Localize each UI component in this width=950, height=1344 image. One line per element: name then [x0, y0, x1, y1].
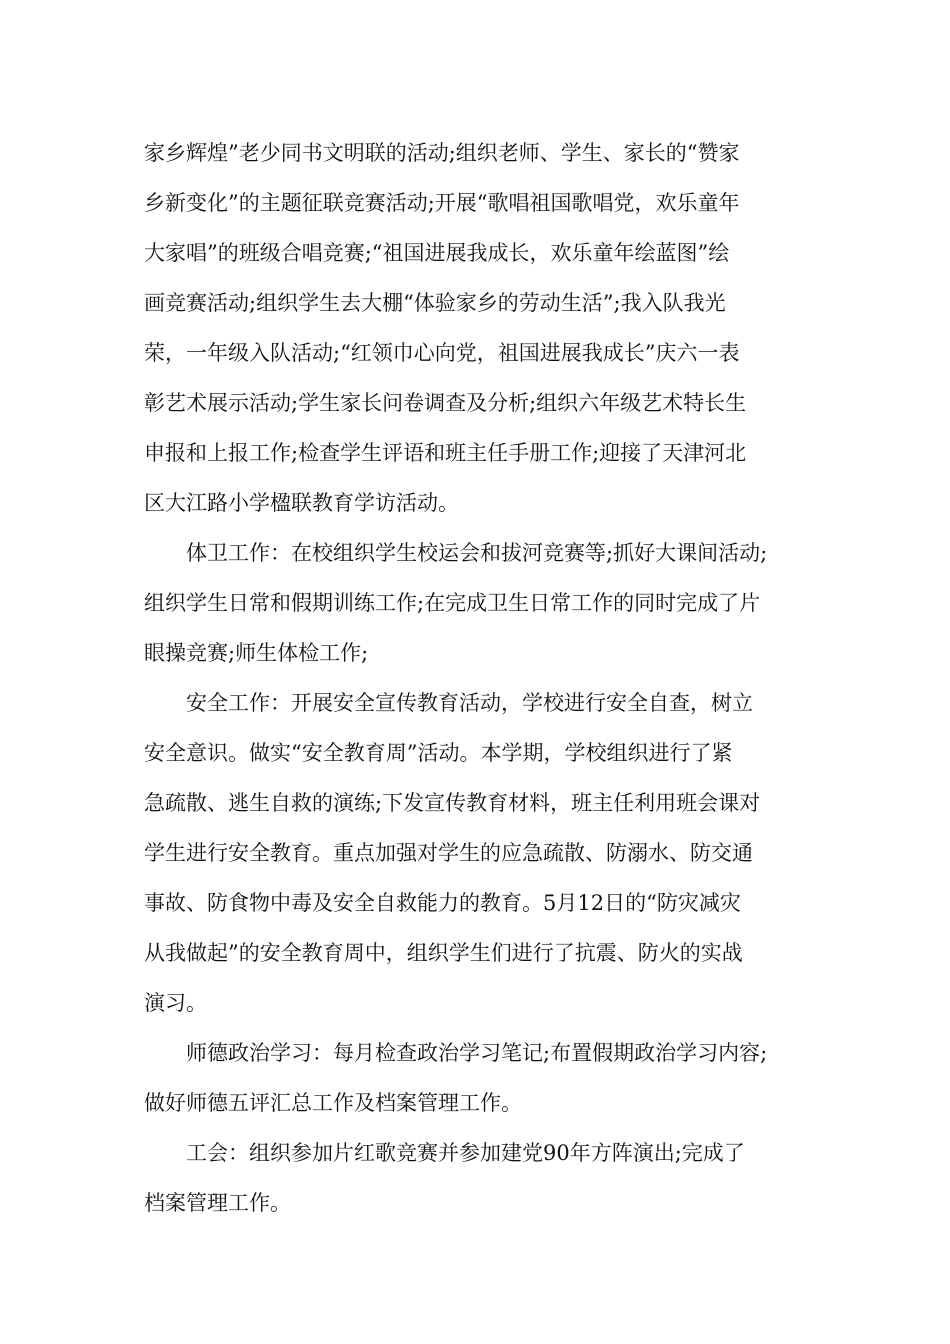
text-line: 师德政治学习：每月检查政治学习笔记;布置假期政治学习内容;: [144, 1041, 768, 1065]
text-line: 大家唱”的班级合唱竞赛;“祖国进展我成长，欢乐童年绘蓝图”绘: [144, 241, 730, 265]
text-line: 区大江路小学楹联教育学访活动。: [144, 491, 459, 515]
paragraph-safety: [144, 678, 824, 1028]
paragraph-sports-health: [144, 528, 824, 678]
paragraph-union: [144, 1128, 824, 1228]
text-line: 安全工作：开展安全宣传教育活动，学校进行安全自查，树立: [144, 691, 753, 715]
paragraph-ethics-study: [144, 1028, 824, 1128]
text-line: 从我做起”的安全教育周中，组织学生们进行了抗震、防火的实战: [144, 941, 743, 965]
text-line: 荣，一年级入队活动;“红领巾心向党，祖国进展我成长”庆六一表: [144, 341, 740, 365]
text-line: 档案管理工作。: [144, 1191, 291, 1215]
text-line: 乡新变化”的主题征联竞赛活动;开展“歌唱祖国歌唱党，欢乐童年: [144, 191, 740, 215]
text-line: 体卫工作：在校组织学生校运会和拔河竞赛等;抓好大课间活动;: [144, 541, 768, 565]
document-body: [144, 128, 824, 1228]
text-line: 组织学生日常和假期训练工作;在完成卫生日常工作的同时完成了片: [144, 591, 761, 615]
text-line: 急疏散、逃生自救的演练;下发宣传教育材料，班主任利用班会课对: [144, 791, 761, 815]
text-line: 申报和上报工作;检查学生评语和班主任手册工作;迎接了天津河北: [144, 441, 747, 465]
text-line: 家乡辉煌”老少同书文明联的活动;组织老师、学生、家长的“赞家: [144, 141, 740, 165]
text-line: 画竞赛活动;组织学生去大棚“体验家乡的劳动生活”;我入队我光: [144, 291, 726, 315]
text-line: 做好师德五评汇总工作及档案管理工作。: [144, 1091, 522, 1115]
text-line: 彰艺术展示活动;学生家长问卷调查及分析;组织六年级艺术特长生: [144, 391, 747, 415]
text-line: 学生进行安全教育。重点加强对学生的应急疏散、防溺水、防交通: [144, 841, 753, 865]
text-line: 工会：组织参加片红歌竞赛并参加建党90年方阵演出;完成了: [144, 1141, 745, 1165]
paragraph-activities: [144, 128, 824, 528]
text-line: 眼操竞赛;师生体检工作;: [144, 641, 369, 665]
text-line: 演习。: [144, 991, 207, 1015]
text-line: 事故、防食物中毒及安全自救能力的教育。5月12日的“防灾减灾: [144, 891, 741, 915]
text-line: 安全意识。做实“安全教育周”活动。本学期，学校组织进行了紧: [144, 741, 733, 765]
